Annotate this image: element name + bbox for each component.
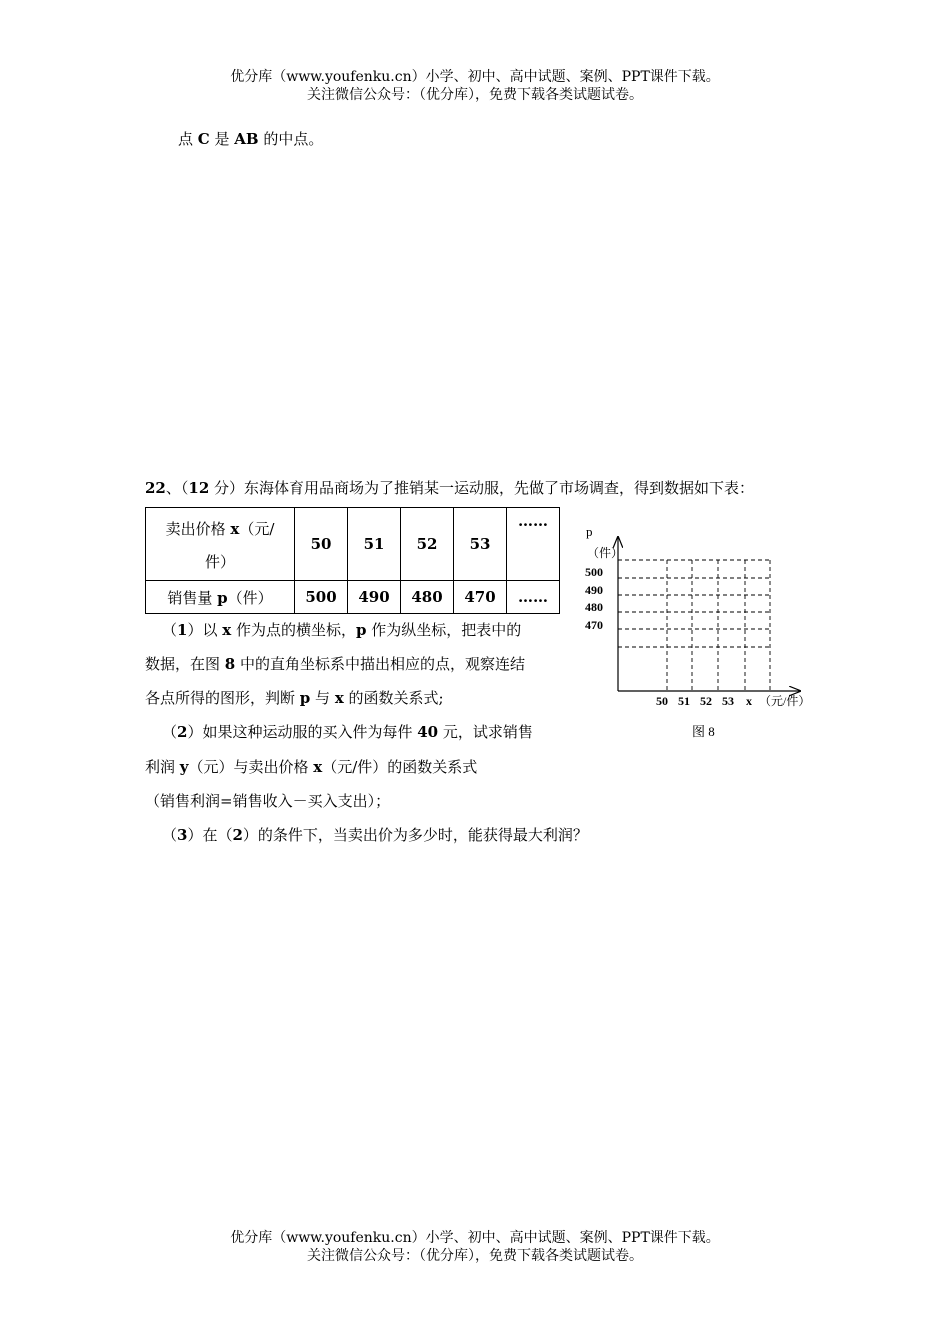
part-2-line-1: （2）如果这种运动服的买入件为每件 40 元，试求销售 xyxy=(162,723,533,741)
figure-caption: 图 8 xyxy=(692,724,715,739)
table-row xyxy=(146,508,560,581)
table-cell: 500 xyxy=(295,581,348,614)
x-tick-label: 51 xyxy=(678,694,690,708)
y-tick-label: 480 xyxy=(585,600,603,614)
part-1-line-3: 各点所得的图形，判断 p 与 x 的函数关系式; xyxy=(145,689,444,707)
y-axis-unit: （件） xyxy=(587,546,624,560)
figure-8-coordinate-grid xyxy=(575,515,835,745)
table-row xyxy=(146,581,560,614)
previous-problem-tail: 点 C 是 AB 的中点。 xyxy=(178,130,324,148)
footer-line-1: 优分库（www.youfenku.cn）小学、初中、高中试题、案例、PPT课件下载。 xyxy=(230,1230,720,1246)
part-2-line-2: 利润 y（元）与卖出价格 x（元/件）的函数关系式 xyxy=(145,758,478,776)
table-cell: 480 xyxy=(401,581,454,614)
y-tick-label: 490 xyxy=(585,583,603,597)
header-line-2: 关注微信公众号：（优分库），免费下载各类试题试卷。 xyxy=(307,87,643,103)
y-tick-label: 500 xyxy=(585,565,603,579)
table-cell: 51 xyxy=(348,508,401,581)
table-cell-ellipsis: …… xyxy=(507,508,560,581)
grid-lines xyxy=(618,560,770,691)
table-cell: 50 xyxy=(295,508,348,581)
x-tick-label: 50 xyxy=(656,694,668,708)
part-2-line-3: （销售利润=销售收入－买入支出）； xyxy=(145,792,391,810)
question-22-heading: 22、（12 分）东海体育用品商场为了推销某一运动服，先做了市场调查，得到数据如下表： xyxy=(145,479,755,497)
part-1-line-1: （1）以 x 作为点的横坐标，p 作为纵坐标，把表中的 xyxy=(162,621,522,639)
table-cell: 53 xyxy=(454,508,507,581)
x-axis-unit: （元/件） xyxy=(759,694,811,708)
x-tick-label: 52 xyxy=(700,694,712,708)
table-cell-ellipsis: …… xyxy=(507,581,560,614)
table-cell: 52 xyxy=(401,508,454,581)
sales-row-label: 销售量 p（件） xyxy=(146,581,295,614)
header-line-1: 优分库（www.youfenku.cn）小学、初中、高中试题、案例、PPT课件下载。 xyxy=(230,69,720,85)
table-cell: 470 xyxy=(454,581,507,614)
part-1-line-2: 数据，在图 8 中的直角坐标系中描出相应的点，观察连结 xyxy=(145,655,525,673)
table-cell: 490 xyxy=(348,581,401,614)
x-tick-label: 53 xyxy=(722,694,734,708)
price-row-label: 卖出价格 x（元/ 件） xyxy=(146,508,295,581)
price-sales-table xyxy=(145,507,560,614)
y-tick-label: 470 xyxy=(585,618,603,632)
x-axis-variable: x xyxy=(746,694,752,708)
footer-line-2: 关注微信公众号：（优分库），免费下载各类试题试卷。 xyxy=(307,1248,643,1264)
part-3-line: （3）在（2）的条件下，当卖出价为多少时，能获得最大利润？ xyxy=(162,826,588,844)
y-axis-variable: p xyxy=(586,524,593,539)
